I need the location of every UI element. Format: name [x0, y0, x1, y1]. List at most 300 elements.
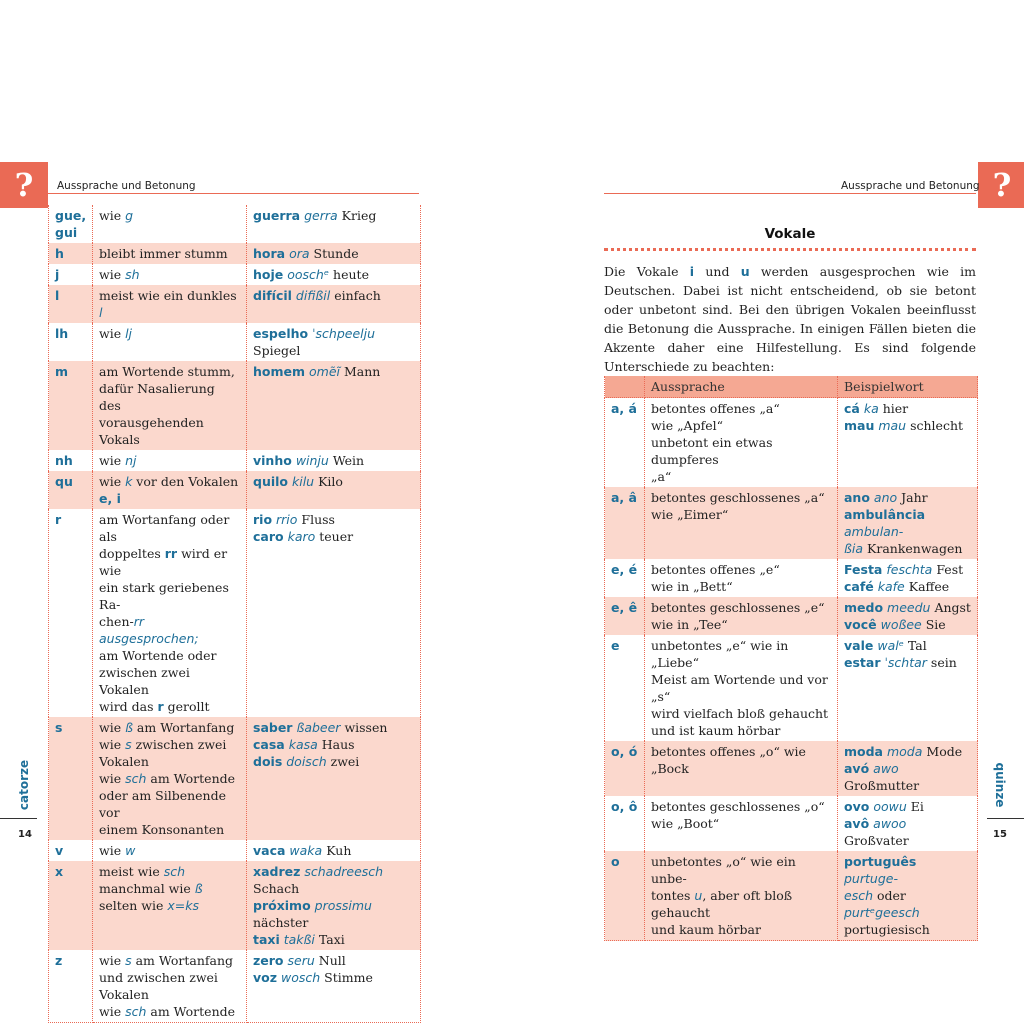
example-cell — [247, 471, 421, 509]
example-cell — [838, 597, 978, 635]
text-line — [253, 753, 414, 770]
text-line — [253, 719, 414, 736]
question-mark-icon-left: ? — [0, 162, 48, 208]
text-segment: am Wortende — [146, 1004, 236, 1019]
text-segment: einem Konsonanten — [99, 822, 225, 837]
table-row — [49, 205, 421, 243]
letter-cell — [49, 861, 93, 950]
letter-cell — [49, 509, 93, 717]
text-segment: am Wortende oder — [99, 648, 217, 663]
text-line — [253, 897, 414, 931]
text-segment: Jahr — [901, 490, 928, 505]
pronunciation-hint: purtᵉgeesch — [844, 905, 920, 920]
pronunciation-hint: u — [694, 888, 703, 903]
text-segment: chen- — [99, 614, 134, 629]
text-line — [253, 207, 414, 224]
pronunciation-hint: awoo — [873, 816, 907, 831]
text-line — [844, 815, 971, 849]
text-line — [253, 287, 414, 304]
table-row — [605, 597, 978, 635]
text-segment: Tal — [907, 638, 927, 653]
text-line — [651, 853, 831, 887]
left-vertical-page-word: catorze — [17, 759, 31, 811]
text-line — [651, 400, 831, 417]
table-row — [49, 509, 421, 717]
text-line — [844, 599, 971, 616]
pronunciation-hint: winju — [295, 453, 329, 468]
text-line — [99, 952, 240, 969]
example-cell — [838, 635, 978, 741]
example-cell — [838, 559, 978, 597]
portuguese-word: ambulância — [844, 507, 926, 522]
example-cell — [247, 450, 421, 471]
letter-cell — [49, 361, 93, 450]
example-cell — [247, 509, 421, 717]
example-cell — [247, 950, 421, 1023]
table-row — [605, 487, 978, 559]
letter-cell — [49, 471, 93, 509]
letter-cell — [605, 851, 645, 941]
letter-cell — [605, 796, 645, 851]
text-line — [99, 287, 240, 321]
text-segment: heute — [333, 267, 369, 282]
letter-label: gui — [55, 225, 78, 240]
text-segment: wie — [99, 267, 126, 282]
portuguese-word: rr — [164, 546, 178, 561]
rule-cell — [93, 323, 247, 361]
letter-label: e — [611, 638, 620, 653]
rule-cell — [645, 741, 838, 796]
text-segment: Kuh — [326, 843, 352, 858]
text-segment: unbetont ein etwas dumpferes — [651, 435, 773, 467]
portuguese-word: casa — [253, 737, 285, 752]
table-row — [49, 361, 421, 450]
text-segment: wie — [99, 720, 126, 735]
portuguese-word: próximo — [253, 898, 311, 913]
text-line — [844, 654, 971, 671]
letter-label: nh — [55, 453, 73, 468]
portuguese-word: hora — [253, 246, 286, 261]
rule-cell — [93, 205, 247, 243]
text-line — [651, 798, 831, 815]
text-line — [844, 489, 971, 506]
text-segment: Haus — [321, 737, 355, 752]
example-cell — [247, 840, 421, 861]
text-segment: Vokalen — [99, 754, 149, 769]
letter-label: o — [611, 854, 620, 869]
letter-cell — [605, 487, 645, 559]
letter-cell — [49, 717, 93, 840]
text-line — [253, 325, 414, 359]
rule-cell — [645, 398, 838, 488]
text-segment: wie in „Bett“ — [651, 579, 733, 594]
text-line — [253, 245, 414, 262]
pronunciation-hint: nj — [125, 453, 137, 468]
pronunciation-hint: mau — [878, 418, 907, 433]
text-line — [99, 490, 240, 507]
text-segment: manchmal wie — [99, 881, 195, 896]
text-segment: wird das — [99, 699, 158, 714]
table-row — [49, 264, 421, 285]
text-line — [99, 1003, 240, 1020]
text-line — [99, 698, 240, 715]
portuguese-word: estar — [844, 655, 881, 670]
text-segment: wie „Boot“ — [651, 816, 720, 831]
text-line — [99, 207, 240, 224]
text-segment: Angst — [934, 600, 971, 615]
portuguese-word: você — [844, 617, 877, 632]
text-segment: Fluss — [301, 512, 335, 527]
header-cell-beispielwort: Beispielwort — [838, 376, 978, 398]
text-segment: unbetontes „o“ wie ein unbe- — [651, 854, 796, 886]
text-segment: betontes offenes „o“ wie „Bock — [651, 744, 806, 776]
portuguese-word: vaca — [253, 843, 286, 858]
pronunciation-hint: rr ausgesprochen; — [99, 614, 199, 646]
portuguese-word: voz — [253, 970, 278, 985]
example-cell — [247, 361, 421, 450]
text-line — [99, 863, 240, 880]
portuguese-word: difícil — [253, 288, 292, 303]
text-segment: tontes — [651, 888, 695, 903]
pronunciation-hint: awo — [873, 761, 899, 776]
letter-cell — [49, 243, 93, 264]
text-segment: , aber oft bloß gehaucht — [651, 888, 793, 920]
table-row — [49, 840, 421, 861]
portuguese-word: Festa — [844, 562, 883, 577]
table-row — [49, 323, 421, 361]
rule-cell — [645, 487, 838, 559]
text-segment: zwischen zwei — [131, 737, 227, 752]
letter-cell — [605, 597, 645, 635]
text-segment: „a“ — [651, 469, 672, 484]
example-cell — [838, 741, 978, 796]
text-line — [651, 578, 831, 595]
text-line — [844, 921, 971, 938]
text-segment: wie „Apfel“ — [651, 418, 723, 433]
text-segment: betontes offenes „a“ — [651, 401, 780, 416]
table-row — [605, 398, 978, 488]
text-segment: am Wortende — [146, 771, 236, 786]
text-segment: teuer — [319, 529, 354, 544]
rule-cell — [645, 597, 838, 635]
portuguese-word: café — [844, 579, 874, 594]
pronunciation-hint: seru — [287, 953, 315, 968]
text-segment: meist wie ein dunkles — [99, 288, 237, 303]
text-segment: selten wie — [99, 898, 168, 913]
text-segment: wissen — [344, 720, 388, 735]
text-line — [99, 664, 240, 698]
text-segment: betontes offenes „e“ — [651, 562, 780, 577]
text-segment: wie — [99, 326, 126, 341]
text-segment: Mann — [343, 364, 381, 379]
portuguese-word: e, i — [99, 491, 121, 506]
pronunciation-hint: ˈschtar — [884, 655, 927, 670]
text-line — [99, 511, 240, 545]
text-segment: Fest — [936, 562, 964, 577]
example-cell — [838, 796, 978, 851]
text-segment: betontes geschlossenes „o“ — [651, 799, 825, 814]
rule-cell — [93, 285, 247, 323]
header-cell-aussprache: Aussprache — [645, 376, 838, 398]
portuguese-word: r — [157, 699, 164, 714]
text-segment: dafür Nasalierung des — [99, 381, 215, 413]
pronunciation-hint: l — [99, 305, 103, 320]
pronunciation-hint: walᵉ — [877, 638, 904, 653]
letter-cell — [49, 323, 93, 361]
text-line — [253, 969, 414, 986]
text-line — [99, 414, 240, 448]
right-page-number-rule — [987, 818, 1024, 819]
rule-cell — [93, 471, 247, 509]
example-cell — [247, 861, 421, 950]
text-segment: wie — [99, 737, 126, 752]
letter-label: o, ô — [611, 799, 638, 814]
text-segment: gerollt — [163, 699, 210, 714]
pronunciation-hint: ß — [125, 720, 133, 735]
rule-cell — [93, 861, 247, 950]
text-segment: ein stark geriebenes Ra- — [99, 580, 229, 612]
vowel-highlight: u — [740, 264, 750, 279]
text-segment: Krankenwagen — [867, 541, 963, 556]
portuguese-word: hoje — [253, 267, 284, 282]
letter-label: lh — [55, 326, 69, 341]
text-segment: wie in „Tee“ — [651, 617, 728, 632]
text-segment: zwei — [330, 754, 360, 769]
letter-label: z — [55, 953, 63, 968]
text-line — [253, 863, 414, 897]
pronunciation-hint: sh — [125, 267, 140, 282]
text-line — [99, 753, 240, 770]
letter-label: v — [55, 843, 64, 858]
portuguese-word: mau — [844, 418, 875, 433]
rule-cell — [645, 796, 838, 851]
text-line — [99, 647, 240, 664]
pronunciation-hint: sch — [125, 771, 147, 786]
text-line — [253, 266, 414, 283]
portuguese-word: guerra — [253, 208, 301, 223]
text-segment: Wein — [332, 453, 365, 468]
pronunciation-hint: s — [125, 953, 132, 968]
text-line — [99, 787, 240, 821]
portuguese-word: medo — [844, 600, 884, 615]
table-row — [49, 285, 421, 323]
text-segment: wird vielfach bloß gehaucht — [651, 706, 829, 721]
example-cell — [247, 717, 421, 840]
rule-cell — [93, 509, 247, 717]
portuguese-word: ano — [844, 490, 870, 505]
text-line — [844, 400, 971, 417]
intro-text: und — [694, 264, 741, 279]
text-segment: oder — [873, 888, 906, 903]
text-segment: doppeltes — [99, 546, 165, 561]
table-row — [49, 450, 421, 471]
right-page-number: 15 — [993, 829, 1007, 840]
pronunciation-hint: ˈschpeelju — [312, 326, 376, 341]
letter-label: qu — [55, 474, 73, 489]
letter-cell — [49, 840, 93, 861]
portuguese-word: avó — [844, 761, 870, 776]
text-line — [651, 815, 831, 832]
text-segment: am Wortanfang — [132, 720, 235, 735]
pronunciation-hint: feschta — [886, 562, 933, 577]
rule-cell — [93, 264, 247, 285]
pronunciation-hint: sch — [163, 864, 186, 879]
rule-cell — [93, 840, 247, 861]
text-line — [99, 452, 240, 469]
pronunciation-hint: k — [125, 474, 133, 489]
portuguese-word: vinho — [253, 453, 292, 468]
rule-cell — [93, 243, 247, 264]
text-segment: am Wortende stumm, — [99, 364, 235, 379]
text-segment: bleibt immer stumm — [99, 246, 228, 261]
text-segment: Meist am Wortende und vor „s“ — [651, 672, 828, 704]
text-line — [253, 473, 414, 490]
example-cell — [838, 398, 978, 488]
text-line — [651, 434, 831, 468]
section-dotted-rule — [604, 248, 976, 251]
letter-cell — [605, 398, 645, 488]
text-segment: und ist kaum hörbar — [651, 723, 781, 738]
pronunciation-hint: ka — [863, 401, 879, 416]
portuguese-word: zero — [253, 953, 284, 968]
pronunciation-hint: woßee — [880, 617, 922, 632]
letter-label: j — [55, 267, 60, 282]
letter-label: e, ê — [611, 600, 638, 615]
example-cell — [838, 851, 978, 941]
text-segment: Vokalen — [99, 987, 149, 1002]
pronunciation-hint: kilu — [292, 474, 315, 489]
pronunciation-hint: ambulan- — [844, 524, 904, 539]
text-segment: wie — [99, 771, 126, 786]
left-pronunciation-table — [48, 205, 421, 1023]
text-segment: zwischen zwei Vokalen — [99, 665, 190, 697]
pronunciation-hint: prossimu — [314, 898, 372, 913]
text-line — [651, 506, 831, 523]
text-segment: wie — [99, 453, 126, 468]
text-line — [253, 363, 414, 380]
text-segment: Spiegel — [253, 343, 301, 358]
text-segment: und zwischen zwei — [99, 970, 218, 985]
rule-cell — [93, 361, 247, 450]
letter-label: l — [55, 288, 60, 303]
text-line — [844, 616, 971, 633]
table-row — [49, 717, 421, 840]
text-segment: nächster — [253, 915, 309, 930]
intro-text: Die Vokale — [604, 264, 690, 279]
text-line — [844, 506, 971, 540]
letter-label: h — [55, 246, 64, 261]
portuguese-word: homem — [253, 364, 306, 379]
text-segment: wird er wie — [99, 546, 228, 578]
table-row — [605, 851, 978, 941]
portuguese-word: ovo — [844, 799, 870, 814]
text-line — [99, 473, 240, 490]
rule-cell — [645, 851, 838, 941]
text-segment: unbetontes „e“ wie in „Liebe“ — [651, 638, 789, 670]
portuguese-word: taxi — [253, 932, 280, 947]
rule-cell — [645, 635, 838, 741]
text-line — [253, 528, 414, 545]
letter-label: e, é — [611, 562, 638, 577]
text-segment: und kaum hörbar — [651, 922, 761, 937]
text-line — [651, 599, 831, 616]
pronunciation-hint: meedu — [887, 600, 931, 615]
letter-label: o, ó — [611, 744, 638, 759]
pronunciation-hint: ooschᵉ — [287, 267, 330, 282]
text-line — [651, 616, 831, 633]
text-segment: vor den Vokalen — [132, 474, 239, 489]
text-segment: Krieg — [341, 208, 377, 223]
portuguese-word: avô — [844, 816, 870, 831]
text-line — [844, 637, 971, 654]
pronunciation-hint: purtuge- — [844, 871, 898, 886]
pronunciation-hint: schadreesch — [304, 864, 384, 879]
table-row — [49, 471, 421, 509]
pronunciation-hint: g — [125, 208, 134, 223]
rule-cell — [645, 559, 838, 597]
left-page-number: 14 — [18, 829, 32, 840]
text-segment: Taxi — [318, 932, 345, 947]
text-segment: vorausgehenden Vokals — [99, 415, 204, 447]
text-line — [99, 969, 240, 986]
text-segment: Null — [318, 953, 346, 968]
letter-label: x — [55, 864, 64, 879]
letter-label: m — [55, 364, 69, 379]
text-segment: wie „Eimer“ — [651, 507, 729, 522]
letter-cell — [49, 264, 93, 285]
pronunciation-hint: moda — [886, 744, 923, 759]
letter-label: a, â — [611, 490, 637, 505]
portuguese-word: rio — [253, 512, 273, 527]
letter-label: s — [55, 720, 63, 735]
pronunciation-hint: lj — [125, 326, 133, 341]
text-segment: portugiesisch — [844, 922, 930, 937]
text-line — [99, 579, 240, 613]
text-line — [651, 468, 831, 485]
text-line — [99, 842, 240, 859]
table-row — [605, 559, 978, 597]
pronunciation-hint: ano — [873, 490, 898, 505]
text-segment: hier — [882, 401, 909, 416]
text-line — [99, 363, 240, 380]
text-segment: am Wortanfang — [131, 953, 234, 968]
vowel-highlight: i — [689, 264, 695, 279]
text-line — [651, 637, 831, 671]
text-line — [253, 931, 414, 948]
text-segment: Ei — [910, 799, 924, 814]
left-header-rule — [48, 193, 419, 194]
text-line — [651, 417, 831, 434]
text-line — [651, 921, 831, 938]
text-line — [844, 887, 971, 921]
pronunciation-hint: x=ks — [167, 898, 199, 913]
text-segment: Stimme — [324, 970, 373, 985]
question-mark-icon-right: ? — [978, 162, 1024, 208]
portuguese-word: vale — [844, 638, 874, 653]
pronunciation-hint: sch — [125, 1004, 147, 1019]
pronunciation-hint: ora — [289, 246, 310, 261]
text-segment: Schach — [253, 881, 300, 896]
text-line — [99, 266, 240, 283]
portuguese-word: espelho — [253, 326, 309, 341]
text-segment: schlecht — [910, 418, 964, 433]
text-line — [253, 736, 414, 753]
example-cell — [247, 285, 421, 323]
text-line — [99, 986, 240, 1003]
rule-cell — [93, 950, 247, 1023]
rule-cell — [93, 450, 247, 471]
letter-label: a, á — [611, 401, 637, 416]
